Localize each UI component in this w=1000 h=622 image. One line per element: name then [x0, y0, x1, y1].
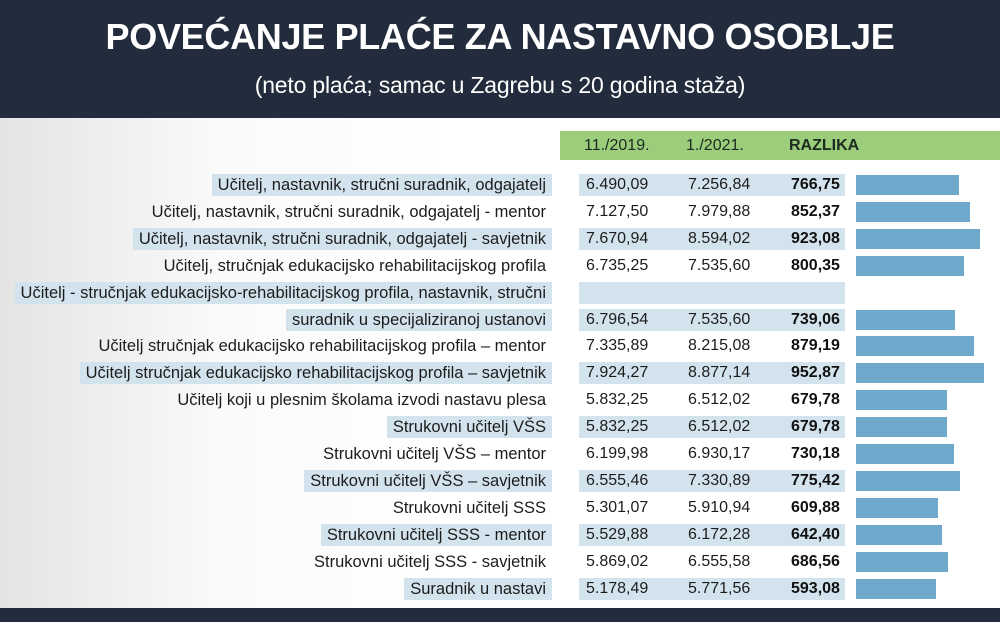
value-2021: 6.172,28 [688, 525, 751, 543]
difference-bar [856, 552, 948, 572]
value-difference: 879,19 [791, 337, 840, 355]
value-2019: 5.869,02 [586, 552, 649, 570]
row-label: Učitelj, stručnjak edukacijsko rehabilitacijskog profila [163, 256, 546, 275]
row-values [579, 497, 845, 519]
value-2019: 5.529,88 [586, 525, 649, 543]
value-2019: 7.127,50 [586, 202, 649, 220]
table-row [0, 333, 1000, 359]
value-difference: 642,40 [791, 525, 840, 543]
table-row [0, 576, 1000, 602]
value-difference: 593,08 [791, 579, 840, 597]
table-row [0, 549, 1000, 575]
value-2019: 7.335,89 [586, 337, 649, 355]
value-2021: 7.330,89 [688, 471, 751, 489]
row-values [579, 201, 845, 223]
value-2021: 7.535,60 [688, 256, 751, 274]
value-2019: 5.301,07 [586, 498, 649, 516]
difference-bar [856, 202, 970, 222]
column-header-2019: 11./2019. [584, 137, 650, 154]
row-label: Učitelj, nastavnik, stručni suradnik, odgajatelj - mentor [151, 202, 546, 221]
row-label-wrap [212, 172, 552, 198]
row-label: Učitelj, nastavnik, stručni suradnik, odgajatelj [212, 174, 552, 196]
row-label: Strukovni učitelj VŠS – savjetnik [304, 470, 552, 492]
value-2019: 5.832,25 [586, 418, 649, 436]
value-2021: 6.930,17 [688, 445, 751, 462]
difference-bar [856, 336, 974, 356]
row-values [579, 470, 845, 492]
page-title: POVEĆANJE PLAĆE ZA NASTAVNO OSOBLJE [105, 16, 895, 57]
row-label-wrap [158, 253, 552, 279]
difference-bar [856, 229, 980, 249]
row-values [579, 416, 845, 438]
value-difference: 739,06 [791, 310, 840, 328]
value-2019: 7.924,27 [586, 364, 649, 382]
value-2019: 5.178,49 [586, 579, 649, 597]
value-difference: 686,56 [791, 552, 840, 570]
value-2021: 5.771,56 [688, 579, 751, 597]
value-2021: 6.512,02 [688, 418, 751, 436]
value-difference: 952,87 [791, 364, 840, 382]
row-values [579, 309, 845, 331]
row-values [579, 174, 845, 196]
row-label: Strukovni učitelj VŠS [387, 416, 552, 438]
value-2021: 6.555,58 [688, 552, 751, 570]
column-header-bar [560, 131, 1000, 160]
footer-band [0, 608, 1000, 622]
column-header-2021: 1./2021. [686, 137, 744, 154]
row-values [579, 389, 845, 411]
row-label-wrap [133, 226, 552, 252]
value-2021: 7.256,84 [688, 176, 751, 193]
row-values [579, 335, 845, 357]
row-label-wrap [92, 333, 552, 359]
difference-bar [856, 525, 942, 545]
difference-bar [856, 363, 984, 383]
value-difference: 775,42 [791, 471, 840, 489]
difference-bar [856, 579, 936, 599]
table-row [0, 360, 1000, 386]
row-label-wrap [321, 522, 552, 548]
page-subtitle: (neto plaća; samac u Zagrebu s 20 godina staža) [254, 72, 746, 98]
row-label-wrap [146, 199, 552, 225]
row-label: Strukovni učitelj SSS - savjetnik [313, 552, 546, 571]
row-label: suradnik u specijaliziranoj ustanovi [286, 309, 552, 331]
row-label-wrap [304, 468, 552, 494]
value-difference: 730,18 [791, 445, 840, 462]
row-label: Strukovni učitelj VŠS – mentor [323, 445, 546, 463]
row-label-wrap [308, 549, 552, 575]
row-label-wrap [15, 280, 552, 306]
row-label-wrap [404, 576, 552, 602]
value-difference: 679,78 [791, 391, 840, 409]
difference-bar [856, 417, 947, 437]
table-row [0, 280, 1000, 306]
table-row [0, 468, 1000, 494]
value-2021: 7.979,88 [688, 202, 751, 220]
value-2019: 6.796,54 [586, 310, 649, 328]
column-header-difference: RAZLIKA [789, 137, 860, 154]
value-2021: 8.877,14 [688, 364, 751, 382]
table-row [0, 199, 1000, 225]
row-values [579, 362, 845, 384]
row-label-wrap [387, 495, 552, 521]
value-2019: 6.735,25 [586, 256, 649, 274]
table-row [0, 441, 1000, 467]
row-label: Strukovni učitelj SSS - mentor [321, 524, 552, 546]
difference-bar [856, 175, 959, 195]
row-values [579, 578, 845, 600]
difference-bar [856, 444, 954, 464]
table-row [0, 307, 1000, 333]
value-2021: 5.910,94 [688, 498, 751, 516]
difference-bar [856, 498, 938, 518]
row-values [579, 551, 845, 573]
value-difference: 852,37 [791, 202, 840, 220]
value-difference: 800,35 [791, 256, 840, 274]
row-label-wrap [171, 387, 552, 413]
value-2021: 8.594,02 [688, 229, 751, 247]
row-values [579, 282, 845, 304]
table-row [0, 387, 1000, 413]
row-label-wrap [286, 307, 552, 333]
value-difference: 679,78 [791, 418, 840, 436]
row-values [579, 228, 845, 250]
row-label: Suradnik u nastavi [404, 578, 552, 600]
table-row [0, 522, 1000, 548]
row-values [579, 255, 845, 277]
value-difference: 766,75 [791, 176, 840, 193]
row-label: Učitelj, nastavnik, stručni suradnik, odgajatelj - savjetnik [133, 228, 552, 250]
row-label-wrap [387, 414, 552, 440]
table-row [0, 495, 1000, 521]
table-row [0, 172, 1000, 198]
value-2019: 7.670,94 [586, 229, 649, 247]
value-2019: 6.490,09 [586, 176, 649, 193]
row-label: Učitelj - stručnjak edukacijsko-rehabilitacijskog profila, nastavnik, stručni [15, 282, 552, 304]
difference-bar [856, 256, 964, 276]
difference-bar [856, 471, 960, 491]
value-difference: 923,08 [791, 229, 840, 247]
row-label: Učitelj koji u plesnim školama izvodi nastavu plesa [177, 391, 546, 410]
table-row [0, 253, 1000, 279]
row-values [579, 524, 845, 546]
table-row [0, 414, 1000, 440]
table-row [0, 226, 1000, 252]
row-label: Učitelj stručnjak edukacijsko rehabilitacijskog profila – mentor [98, 337, 546, 356]
value-2021: 7.535,60 [688, 310, 751, 328]
value-difference: 609,88 [791, 498, 840, 516]
difference-bar [856, 390, 947, 410]
difference-bar [856, 310, 955, 330]
value-2021: 8.215,08 [688, 337, 751, 355]
value-2019: 5.832,25 [586, 391, 649, 409]
row-label-wrap [80, 360, 552, 386]
row-label: Učitelj stručnjak edukacijsko rehabilitacijskog profila – savjetnik [80, 362, 552, 384]
header-banner [0, 0, 1000, 118]
row-label-wrap [317, 441, 552, 467]
value-2021: 6.512,02 [688, 391, 751, 409]
row-values [579, 443, 845, 465]
row-label: Strukovni učitelj SSS [392, 498, 546, 517]
value-2019: 6.555,46 [586, 471, 649, 489]
value-2019: 6.199,98 [586, 445, 649, 462]
